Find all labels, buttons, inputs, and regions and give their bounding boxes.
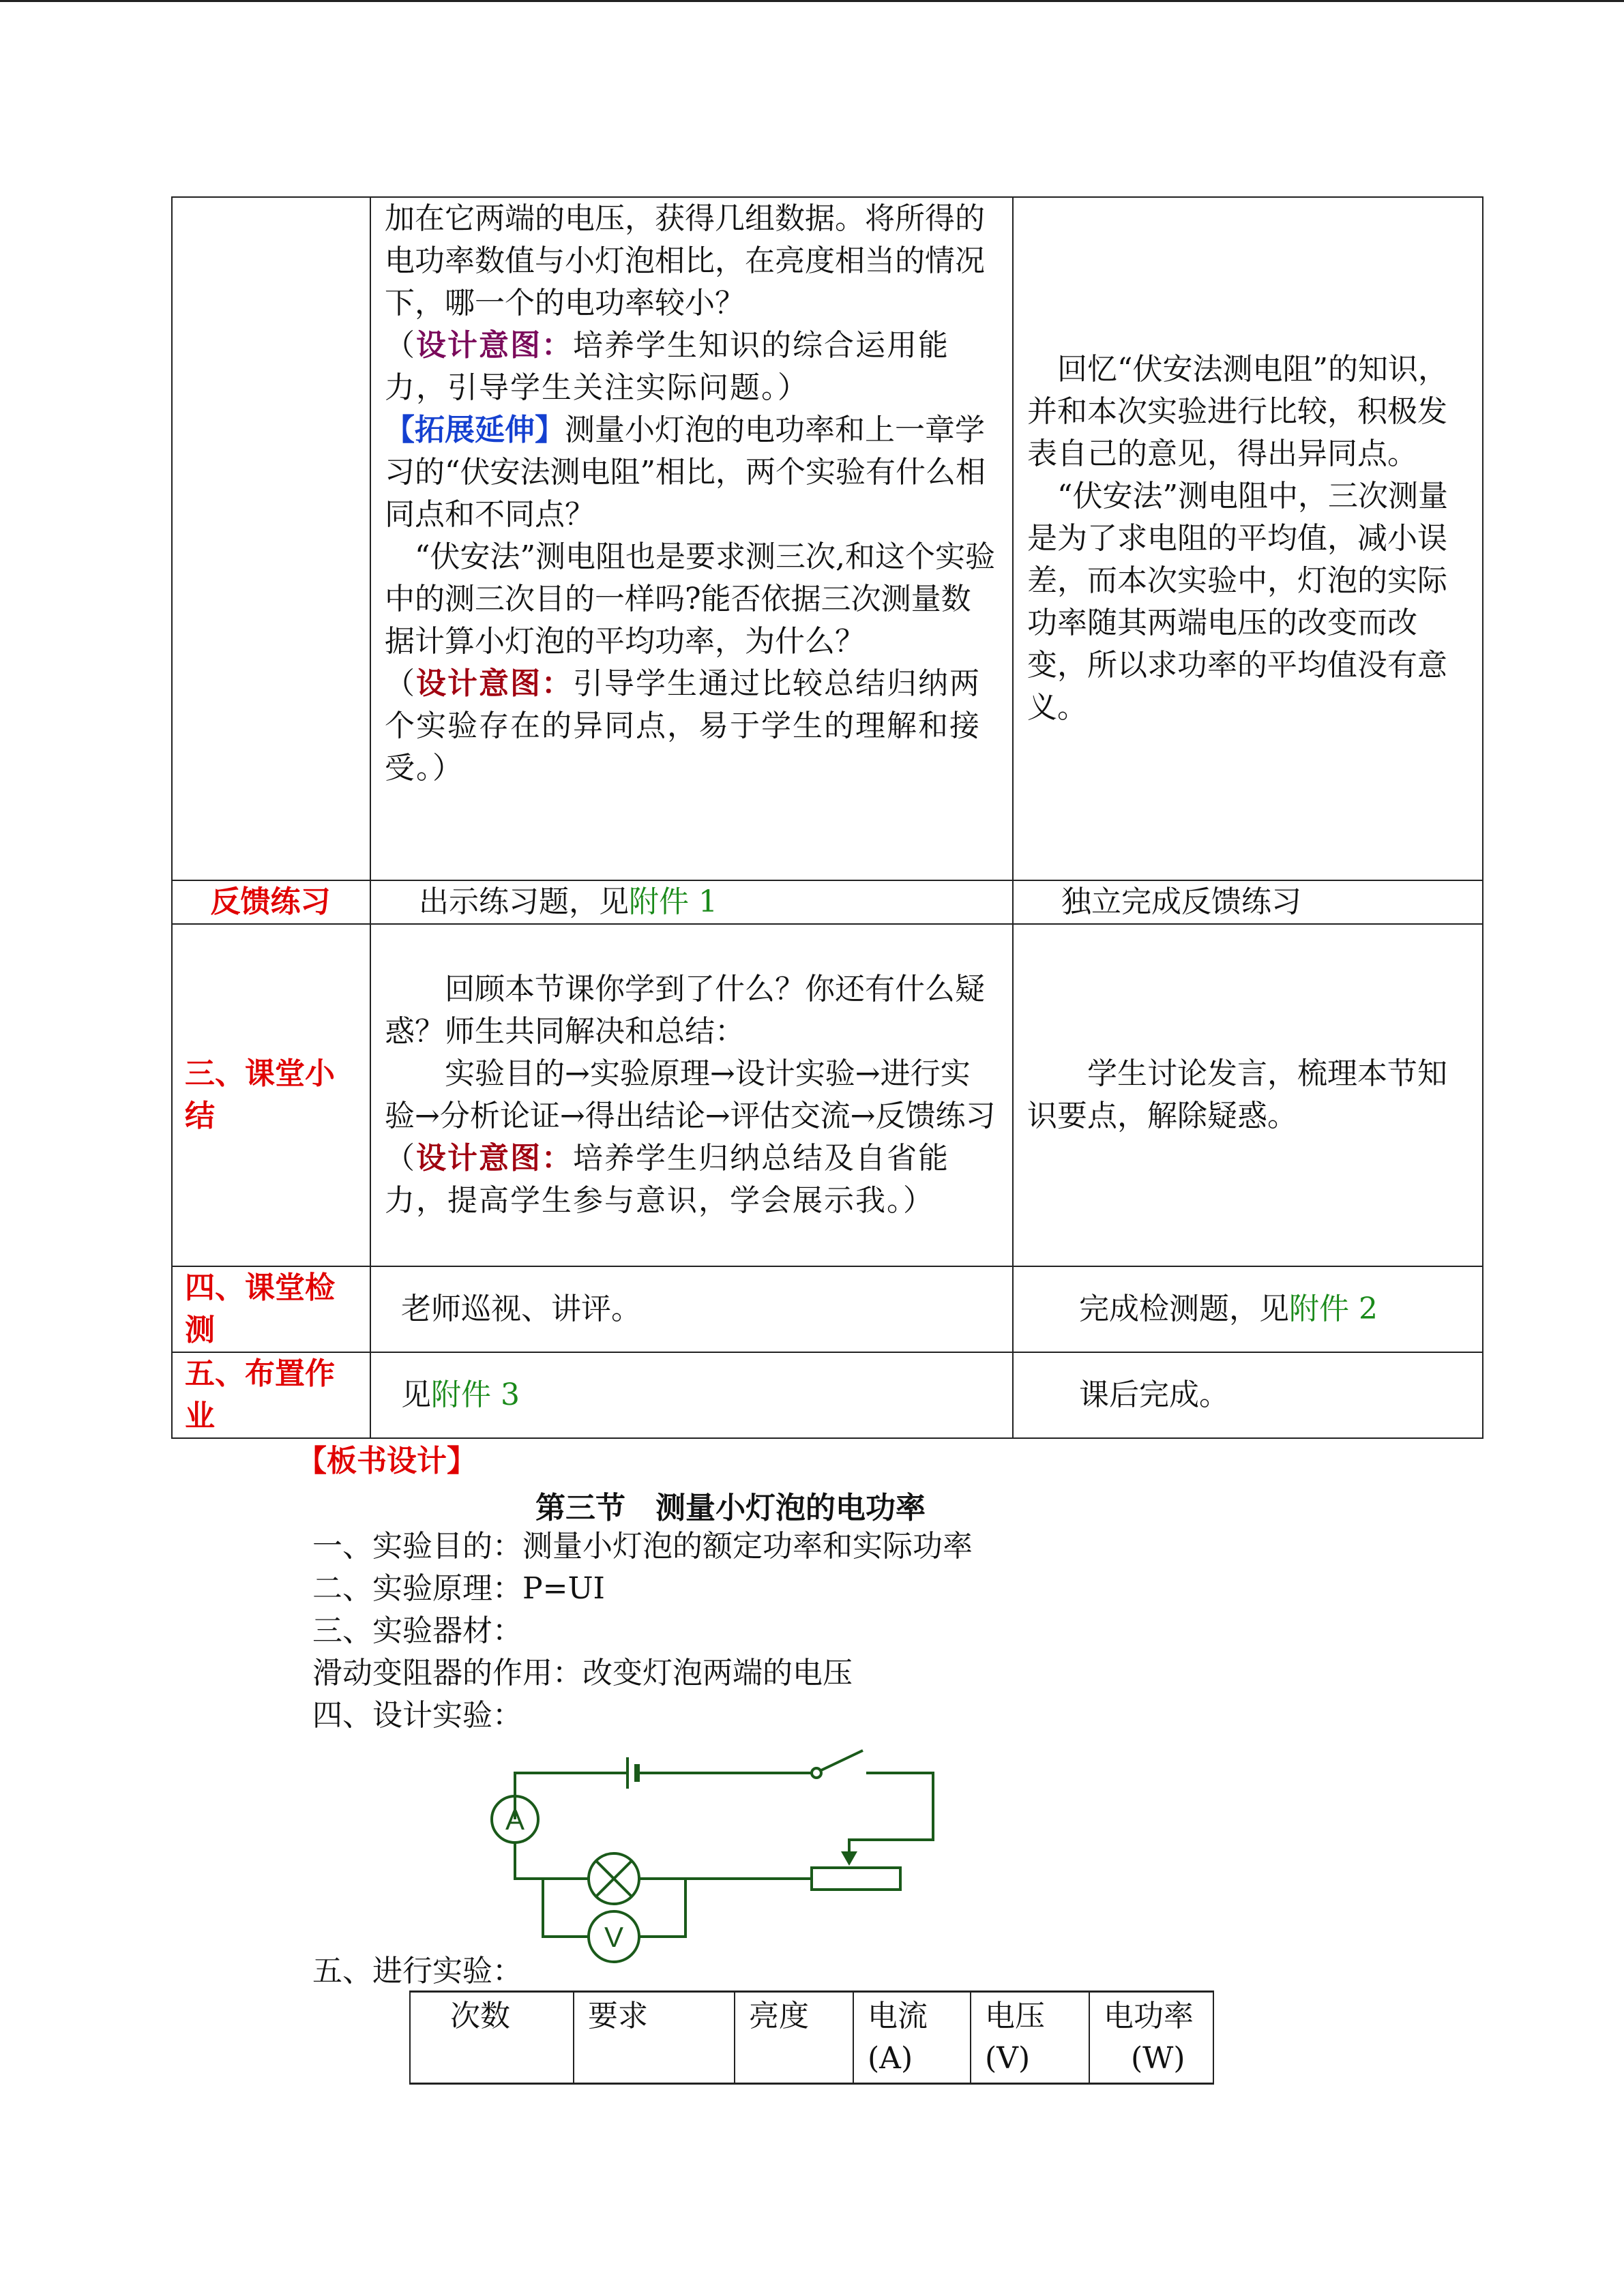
voltmeter-label: V (604, 1921, 624, 1953)
wire (639, 1879, 685, 1937)
table-row (172, 1266, 1483, 1352)
board-line: 三、实验器材： (312, 1613, 522, 1648)
student-cell (1013, 197, 1483, 880)
board-design-label: 【板书设计】 (297, 1444, 477, 1478)
switch-contact (812, 1768, 821, 1778)
stage-cell: 三、课堂小结 (172, 924, 370, 1266)
table-row (172, 924, 1483, 1266)
circuit-diagram (477, 1742, 955, 1978)
attachment-link-1[interactable]: 附件 1 (629, 884, 718, 919)
page-top-border (0, 0, 1624, 2)
board-line: 一、实验目的：测量小灯泡的额定功率和实际功率 (312, 1529, 973, 1564)
rheostat-slider-arrow (841, 1851, 857, 1866)
stage-cell: 四、课堂检测 (172, 1266, 370, 1352)
table-header: 电压 (V) (971, 1992, 1089, 2084)
student-cell: 学生讨论发言，梳理本节知识要点，解除疑惑。 (1013, 924, 1483, 1266)
teacher-question: 加在它两端的电压，获得几组数据。将所得的电功率数值与小灯泡相比，在亮度相当的情况下，哪一个的电功率较小？ (385, 201, 985, 320)
lesson-plan-table (171, 196, 1483, 1439)
design-note-2: （设计意图：引导学生通过比较总结归纳两个实验存在的异同点，易于学生的理解和接受。） (385, 666, 981, 786)
student-cell: 课后完成。 (1013, 1352, 1483, 1438)
wire (849, 1773, 933, 1857)
ammeter-label: A (505, 1804, 525, 1836)
table-header: 要求 (574, 1992, 735, 2084)
teacher-cell: 见附件 3 (370, 1352, 1013, 1438)
teacher-cell: 出示练习题，见附件 1 (370, 880, 1013, 924)
table-row (172, 197, 1483, 880)
teacher-cell (370, 924, 1013, 1266)
attachment-link-3[interactable]: 附件 3 (431, 1377, 520, 1412)
table-header: 电功率 (W) (1089, 1992, 1213, 2084)
experiment-data-table (409, 1991, 1214, 2085)
table-header: 次数 (410, 1992, 574, 2084)
teacher-cell: 老师巡视、讲评。 (370, 1266, 1013, 1352)
wire (543, 1879, 589, 1937)
table-header: 电流 (A) (853, 1992, 971, 2084)
board-line: 五、进行实验： (312, 1954, 522, 1988)
extension-note: 【拓展延伸】测量小灯泡的电功率和上一章学习的“伏安法测电阻”相比，两个实验有什么相同点和不同点？ (385, 413, 986, 532)
student-cell: 完成检测题，见附件 2 (1013, 1266, 1483, 1352)
stage-cell: 反馈练习 (172, 880, 370, 924)
wire (515, 1773, 628, 1819)
stage-cell: 五、布置作业 (172, 1352, 370, 1438)
student-answer-1: 回忆“伏安法测电阻”的知识，并和本次实验进行比较，积极发表自己的意见，得出异同点。 (1027, 352, 1448, 471)
table-row (410, 1992, 1213, 2084)
board-line: 四、设计实验： (312, 1698, 522, 1733)
summary-flow: 实验目的→实验原理→设计实验→进行实验→分析论证→得出结论→评估交流→反馈练习 (385, 1056, 996, 1133)
rheostat-icon (812, 1868, 900, 1890)
attachment-link-2[interactable]: 附件 2 (1289, 1292, 1378, 1326)
board-title: 第三节 测量小灯泡的电功率 (535, 1491, 926, 1525)
board-line: 滑动变阻器的作用：改变灯泡两端的电压 (312, 1656, 853, 1690)
table-row (172, 1352, 1483, 1438)
extension-question: “伏安法”测电阻也是要求测三次,和这个实验中的测三次目的一样吗?能否依据三次测量数据计算小灯泡的平均功率，为什么？ (385, 539, 995, 659)
teacher-cell (370, 197, 1013, 880)
student-answer-2: “伏安法”测电阻中，三次测量是为了求电阻的平均值，减小误差，而本次实验中，灯泡的实际功率随其两端电压的改变而改变，所以求功率的平均值没有意义。 (1027, 479, 1448, 725)
design-note-3: （设计意图：培养学生归纳总结及自省能力，提高学生参与意识，学会展示我。） (385, 1141, 949, 1218)
table-header: 亮度 (735, 1992, 853, 2084)
student-cell: 独立完成反馈练习 (1013, 880, 1483, 924)
summary-question: 回顾本节课你学到了什么？你还有什么疑惑？师生共同解决和总结： (385, 972, 985, 1049)
wire (515, 1843, 589, 1879)
table-row (172, 880, 1483, 924)
design-note-1: （设计意图：培养学生知识的综合运用能力，引导学生关注实际问题。） (385, 328, 949, 405)
switch-lever (821, 1750, 863, 1770)
board-line: 二、实验原理：P=UI (312, 1571, 605, 1606)
stage-cell-empty (172, 197, 370, 880)
